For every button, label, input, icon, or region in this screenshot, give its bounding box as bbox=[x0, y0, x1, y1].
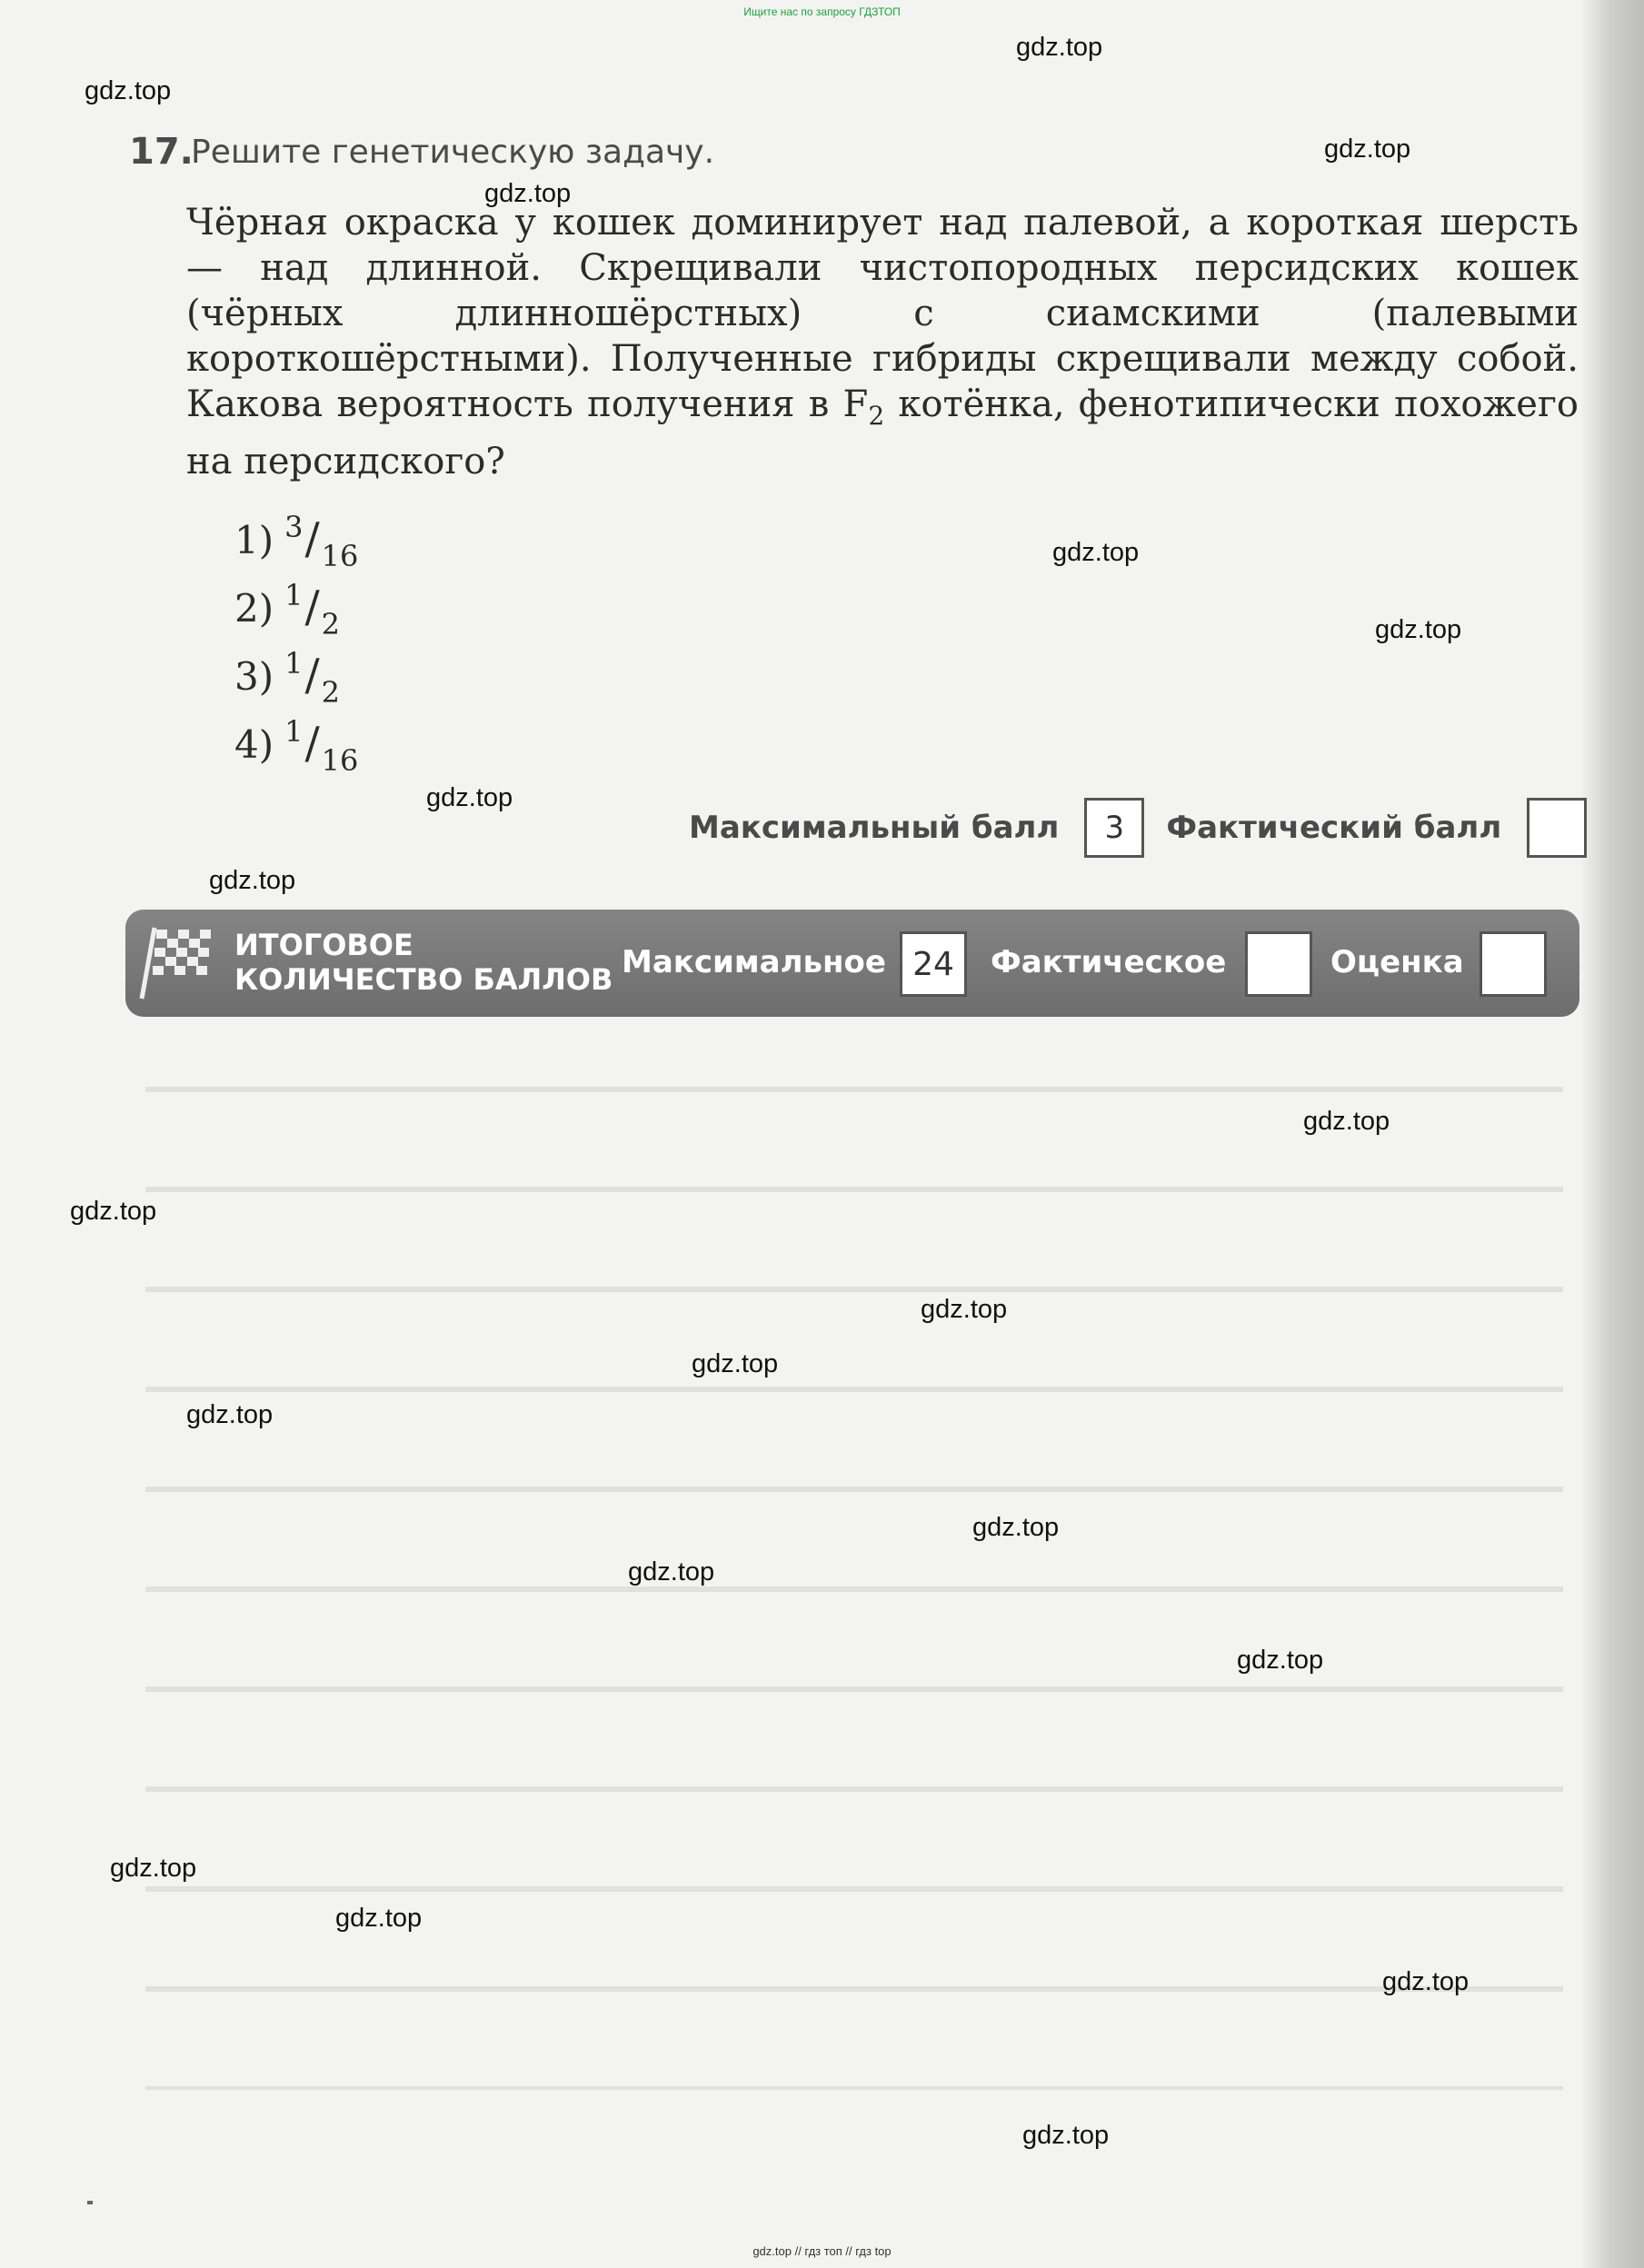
answer-option[interactable] bbox=[234, 714, 359, 786]
watermark: gdz.top bbox=[1382, 1967, 1470, 1996]
watermark: gdz.top bbox=[85, 76, 172, 105]
grade-label: Оценка bbox=[1330, 944, 1464, 980]
watermark: gdz.top bbox=[70, 1197, 157, 1226]
max-score-box: 3 bbox=[1084, 798, 1144, 858]
bottom-banner: gdz.top // гдз топ // гдз top bbox=[752, 2244, 892, 2258]
total-max-label: Максимальное bbox=[622, 944, 886, 980]
answer-option[interactable] bbox=[234, 510, 359, 582]
score-row bbox=[689, 798, 1609, 858]
fraction-numerator: 1 bbox=[284, 578, 304, 612]
answer-option[interactable] bbox=[234, 646, 358, 718]
problem-text bbox=[186, 200, 1579, 484]
watermark: gdz.top bbox=[335, 1904, 423, 1933]
watermark: gdz.top bbox=[1052, 538, 1140, 567]
option-number: 4) bbox=[234, 722, 274, 767]
grade-box[interactable] bbox=[1480, 931, 1547, 997]
watermark: gdz.top bbox=[972, 1513, 1060, 1542]
option-fraction bbox=[284, 646, 340, 710]
fraction-slash: / bbox=[304, 718, 320, 769]
generation-subscript: 2 bbox=[868, 401, 885, 431]
watermark: gdz.top bbox=[426, 783, 513, 812]
answer-option[interactable] bbox=[234, 578, 358, 650]
option-fraction bbox=[284, 714, 359, 778]
top-banner: Ищите нас по запросу ГДЗТОП bbox=[743, 5, 901, 18]
watermark: gdz.top bbox=[921, 1295, 1008, 1324]
total-score-bar bbox=[125, 910, 1579, 1017]
fraction-denominator: 2 bbox=[321, 607, 340, 642]
total-title-line2: КОЛИЧЕСТВО БАЛЛОВ bbox=[234, 962, 613, 997]
fraction-slash: / bbox=[304, 582, 320, 632]
watermark: gdz.top bbox=[692, 1349, 779, 1378]
print-mark bbox=[87, 2201, 93, 2204]
total-title bbox=[234, 928, 634, 997]
fraction-numerator: 3 bbox=[284, 510, 304, 544]
option-fraction bbox=[284, 510, 359, 573]
total-title-line1: ИТОГОВОЕ bbox=[234, 928, 413, 962]
watermark: gdz.top bbox=[1022, 2121, 1110, 2150]
max-score-label: Максимальный балл bbox=[689, 810, 1060, 846]
fraction-slash: / bbox=[304, 650, 320, 701]
watermark: gdz.top bbox=[484, 179, 572, 208]
option-number: 3) bbox=[234, 654, 274, 699]
option-number: 1) bbox=[234, 518, 274, 562]
page-edge-shadow bbox=[1581, 0, 1644, 2268]
actual-score-box[interactable] bbox=[1527, 798, 1587, 858]
task-heading: Решите генетическую задачу. bbox=[191, 134, 715, 171]
fraction-slash: / bbox=[304, 513, 320, 564]
watermark: gdz.top bbox=[628, 1557, 715, 1587]
watermark: gdz.top bbox=[1324, 134, 1411, 164]
total-max-box: 24 bbox=[900, 931, 967, 997]
option-number: 2) bbox=[234, 586, 274, 631]
actual-score-label: Фактический балл bbox=[1166, 810, 1502, 846]
total-actual-label: Фактическое bbox=[991, 944, 1227, 980]
watermark: gdz.top bbox=[209, 866, 296, 895]
answer-options bbox=[234, 510, 359, 786]
fraction-denominator: 2 bbox=[321, 675, 340, 710]
watermark: gdz.top bbox=[1237, 1646, 1324, 1675]
watermark: gdz.top bbox=[110, 1854, 197, 1883]
problem-text-main: Чёрная окраска у кошек доминирует над палевой, а короткая шерсть — над длинной. Скрещивали чистопородных персидских кошек (чёрных длинношёрстных) с сиамскими (палевыми короткошёрстными). Полученные гибриды скрещивали между собой. Какова вероятность получения в F bbox=[186, 202, 1579, 425]
task-number: 17. bbox=[129, 131, 194, 173]
fraction-denominator: 16 bbox=[321, 539, 359, 573]
fraction-numerator: 1 bbox=[284, 714, 304, 749]
problem-text-end: котёнка, фенотипически похожего на персидского? bbox=[186, 383, 1579, 482]
total-actual-box[interactable] bbox=[1245, 931, 1312, 997]
checkered-flag-icon bbox=[133, 922, 220, 1000]
fraction-denominator: 16 bbox=[321, 743, 359, 778]
watermark: gdz.top bbox=[1375, 615, 1462, 644]
watermark: gdz.top bbox=[186, 1400, 274, 1429]
watermark: gdz.top bbox=[1303, 1107, 1390, 1136]
watermark: gdz.top bbox=[1016, 33, 1103, 62]
fraction-numerator: 1 bbox=[284, 646, 304, 681]
option-fraction bbox=[284, 578, 340, 642]
